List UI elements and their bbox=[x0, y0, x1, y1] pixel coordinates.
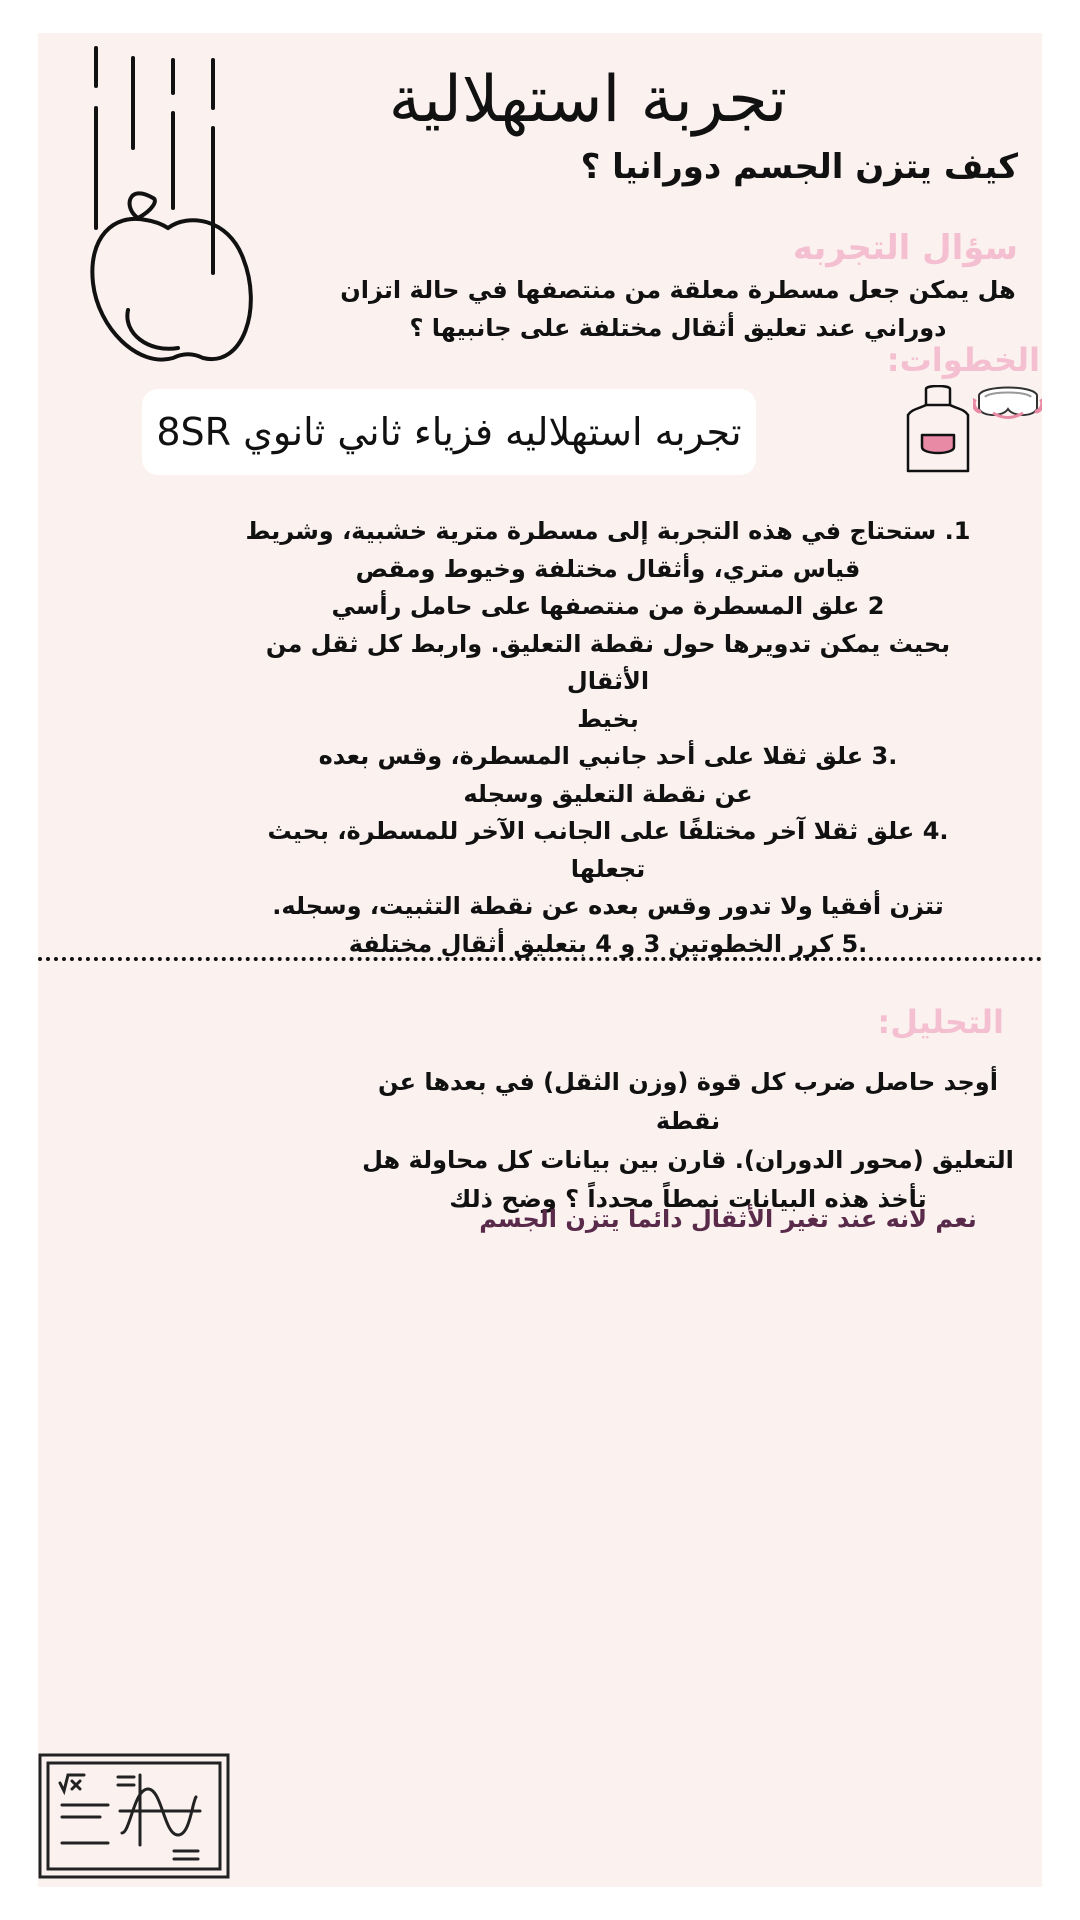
worksheet-page bbox=[38, 33, 1042, 1887]
analysis-text bbox=[358, 1063, 1018, 1219]
step-line: بحيث يمكن تدويرها حول نقطة التعليق. واربط كل ثقل من الأثقال bbox=[265, 629, 951, 695]
apron-icon bbox=[904, 385, 972, 475]
step-line: بخيط bbox=[577, 704, 639, 733]
step-line: تتزن أفقيا ولا تدور وقس بعده عن نقطة التثبيت، وسجله. bbox=[272, 892, 944, 920]
page-title: تجربة استهلالية bbox=[388, 63, 788, 137]
safety-goggles-icon bbox=[973, 383, 1042, 423]
step-line: 1. ستحتاج في هذه التجربة إلى مسطرة مترية خشبية، وشريط bbox=[245, 517, 971, 545]
question-text bbox=[338, 271, 1018, 347]
steps-heading: الخطوات: bbox=[886, 341, 1040, 379]
steps-list bbox=[238, 513, 978, 963]
analysis-answer: نعم لانه عند تغير الأثقال دائما يتزن الجسم bbox=[479, 1205, 977, 1233]
analysis-line: أوجد حاصل ضرب كل قوة (وزن الثقل) في بعدها عن نقطة bbox=[378, 1068, 998, 1135]
question-heading: سؤال التجربه bbox=[792, 228, 1018, 268]
step-line: عن نقطة التعليق وسجله bbox=[463, 779, 753, 808]
experiment-banner: تجربه استهلاليه فزياء ثاني ثانوي 8SR bbox=[142, 389, 756, 475]
step-line: .3 علق ثقلا على أحد جانبي المسطرة، وقس بعده bbox=[318, 742, 898, 770]
question-line: دوراني عند تعليق أثقال مختلفة على جانبيها ؟ bbox=[409, 314, 947, 342]
section-divider bbox=[38, 957, 1042, 961]
analysis-line: تأخذ هذه البيانات نمطاً محدداً ؟ وضح ذلك bbox=[449, 1185, 927, 1213]
page-subtitle: كيف يتزن الجسم دورانيا ؟ bbox=[580, 147, 1018, 187]
question-line: هل يمكن جعل مسطرة معلقة من منتصفها في حالة اتزان bbox=[340, 276, 1016, 304]
step-line: 2 علق المسطرة من منتصفها على حامل رأسي bbox=[331, 592, 885, 620]
step-line: قياس متري، وأثقال مختلفة وخيوط ومقص bbox=[355, 554, 861, 583]
math-board-icon bbox=[38, 1753, 230, 1879]
step-line: .4 علق ثقلا آخر مختلفًا على الجانب الآخر للمسطرة، بحيث تجعلها bbox=[267, 817, 949, 883]
falling-apple-icon bbox=[58, 38, 258, 368]
analysis-heading: التحليل: bbox=[877, 1003, 1004, 1041]
analysis-line: التعليق (محور الدوران). قارن بين بيانات كل محاولة هل bbox=[362, 1146, 1014, 1174]
step-line: .5 كرر الخطوتين 3 و 4 بتعليق أثقال مختلفة bbox=[348, 929, 868, 958]
